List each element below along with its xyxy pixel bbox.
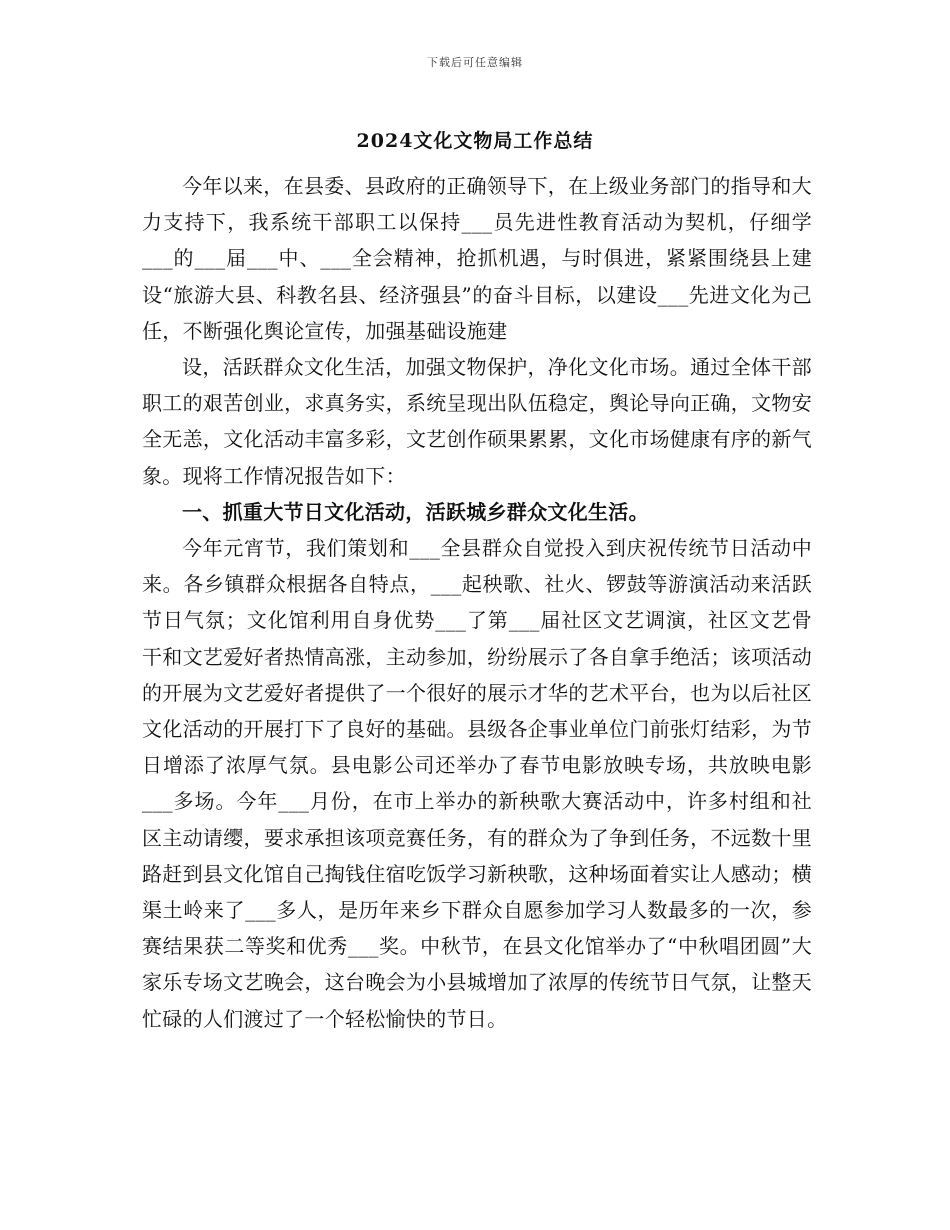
document-title: 2024文化文物局工作总结 [356,130,594,152]
section-heading: 一、抓重大节日文化活动，活跃城乡群众文化生活。 [182,499,649,524]
header-note: 下载后可任意编辑 [427,56,523,69]
paragraph-festival-activities: 今年元宵节，我们策划和___全县群众自觉投入到庆祝传统节日活动中来。各乡镇群众根据各自特点，___起秧歌、社火、锣鼓等游演活动来活跃节日气氛；文化馆利用自身优势___了第___届社区文艺调演，社区文艺骨干和文艺爱好者热情高涨，主动参加，纷纷展示了各自拿手绝活；该项活动的开展为文艺爱好者提供了一个很好的展示才华的艺术平台，也为以后社区文化活动的开展打下了良好的基础。县级各企事业单位门前张灯结彩，为节日增添了浓厚气氛。县电影公司还举办了春节电影放映专场，共放映电影___多场。今年___月份，在市上举办的新秧歌大赛活动中，许多村组和社区主动请缨，要求承担该项竞赛任务，有的群众为了争到任务，不远数十里路赶到县文化馆自己掏钱住宿吃饭学习新秧歌，这种场面着实让人感动；横渠土岭来了___多人，是历年来乡下群众自愿参加学习人数最多的一次，参赛结果获二等奖和优秀___奖。中秋节，在县文化馆举办了“中秋唱团圆”大家乐专场文艺晚会，这台晚会为小县城增加了浓厚的传统节日气氛，让整天忙碌的人们渡过了一个轻松愉快的节日。 [142,536,812,1031]
paragraph-intro: 今年以来，在县委、县政府的正确领导下，在上级业务部门的指导和大力支持下，我系统干部职工以保持___员先进性教育活动为契机，仔细学___的___届___中、___全会精神，抢抓机遇，与时俱进，紧紧围绕县上建设“旅游大县、科教名县、经济强县”的奋斗目标，以建设___先进文化为己任，不断强化舆论宣传，加强基础设施建 [142,174,812,343]
paragraph-intro-continued: 设，活跃群众文化生活，加强文物保护，净化文化市场。通过全体干部职工的艰苦创业，求真务实，系统呈现出队伍稳定，舆论导向正确，文物安全无恙，文化活动丰富多彩，文艺创作硕果累累，文化市场健康有序的新气象。现将工作情况报告如下： [142,355,812,488]
document-body [142,168,812,1037]
